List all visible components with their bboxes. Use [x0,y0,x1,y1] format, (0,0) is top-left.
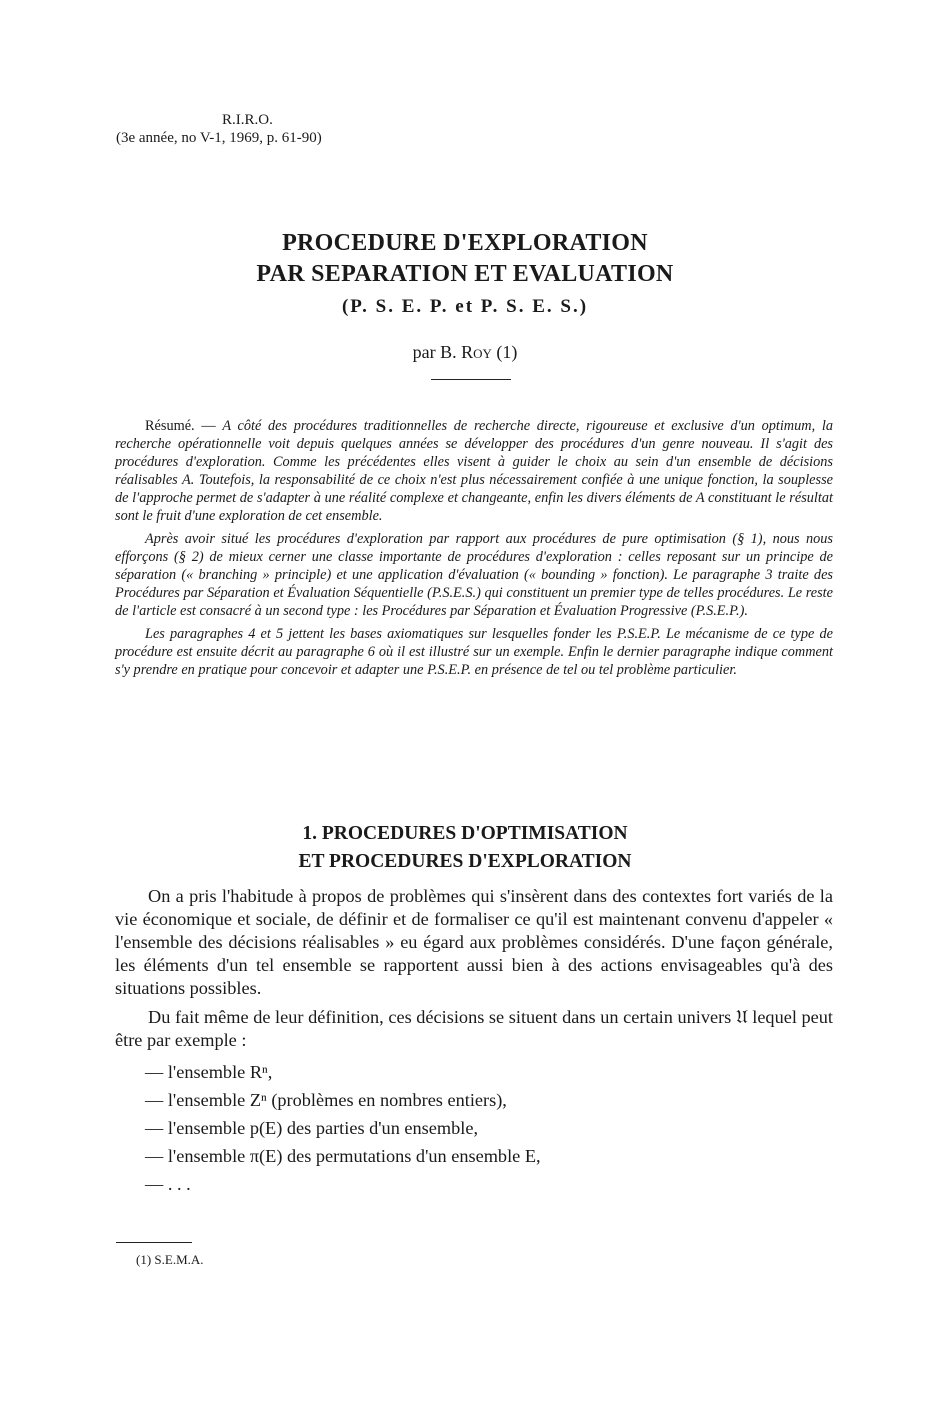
abstract-paragraph-2: Après avoir situé les procédures d'exploration par rapport aux procédures de pure optimisation (§ 1), nous nous efforçons (§ 2) de mieux cerner une classe importante de procédures d'exploration : celles reposant sur un principe de séparation (« branching » principle) et une application d'évaluation (« bounding » fonction). Le paragraphe 3 traite des Procédures par Séparation et Évaluation Séquentielle (P.S.E.S.) qui constituent un premier type de telles procédures. Le reste de l'article est consacré à un second type : les Procédures par Séparation et Évaluation Progressive (P.S.E.P.). [115,531,833,619]
footnote-divider [116,1242,192,1243]
title-divider [431,379,511,380]
title-abbrev: (P. S. E. P. et P. S. E. S.) [341,296,589,317]
section-heading [0,820,930,876]
list-item: — l'ensemble π(E) des permutations d'un ensemble E, [145,1146,541,1166]
title-line-1: PROCEDURE D'EXPLORATION [282,230,648,256]
section-heading-line-2: ET PROCEDURES D'EXPLORATION [298,851,632,872]
section-heading-line-1: 1. PROCEDURES D'OPTIMISATION [302,823,628,844]
abstract-paragraph-3: Les paragraphes 4 et 5 jettent les bases axiomatiques sur lesquelles fonder les P.S.E.P. Le mécanisme de ce type de procédure est ensuite décrit au paragraphe 6 où il est illustré sur un exemple. Enfin le dernier paragraphe indique comment s'y prendre en pratique pour concevoir et adapter une P.S.E.P. en présence de tel ou tel problème particulier. [115,626,833,678]
author-prefix: par B. [412,342,462,362]
universe-list [115,1058,833,1198]
list-item: — . . . [145,1174,191,1194]
journal-name: R.I.R.O. [222,112,273,128]
abstract-text-1: A côté des procédures traditionnelles de recherche directe, rigoureuse et exclusive d'un optimum, la recherche opérationnelle voit depuis quelques années se développer des procédures d'un genre nouveau. Il s'agit des procédures d'exploration. Comme les précédentes elles visent à guider le choix au sein d'un ensemble de décisions réalisables A. Toutefois, la responsabilité de ce choix n'est plus nécessairement confiée à une unique fonction, la souplesse de l'approche permet de s'adapter à une réalité complexe et changeante, enfin les divers éléments de A constituant le résultat sont le fruit d'une exploration de cet ensemble. [115,418,833,524]
list-item: — l'ensemble Rⁿ, [145,1062,273,1082]
abstract-label: Résumé. — [145,418,223,434]
list-item: — l'ensemble Zⁿ (problèmes en nombres entiers), [145,1090,507,1110]
body-paragraph-2: Du fait même de leur définition, ces décisions se situent dans un certain univers 𝔘 lequel peut être par exemple : [115,1007,833,1050]
author-name: Roy [461,342,492,362]
body-paragraph-1: On a pris l'habitude à propos de problèmes qui s'insèrent dans des contextes fort variés de la vie économique et sociale, de définir et de formaliser ce qu'il est maintenant convenu d'appeler « l'ensemble des décisions réalisables » eu égard aux problèmes considérés. D'une façon générale, les éléments d'un tel ensemble se rapportent aussi bien à des actions envisageables qu'à des situations possibles. [115,886,833,998]
abstract-paragraph-1 [115,417,833,525]
title-line-2: PAR SEPARATION ET EVALUATION [256,261,674,287]
body-text [115,885,833,1198]
author-line [0,342,930,363]
abstract [115,417,833,684]
journal-header [116,111,322,147]
list-item: — l'ensemble p(E) des parties d'un ensemble, [145,1118,479,1138]
author-footnote-ref: (1) [491,342,518,362]
footnote: (1) S.E.M.A. [136,1252,204,1267]
issue-info: (3e année, no V-1, 1969, p. 61-90) [116,130,322,146]
paper-title [0,228,930,324]
